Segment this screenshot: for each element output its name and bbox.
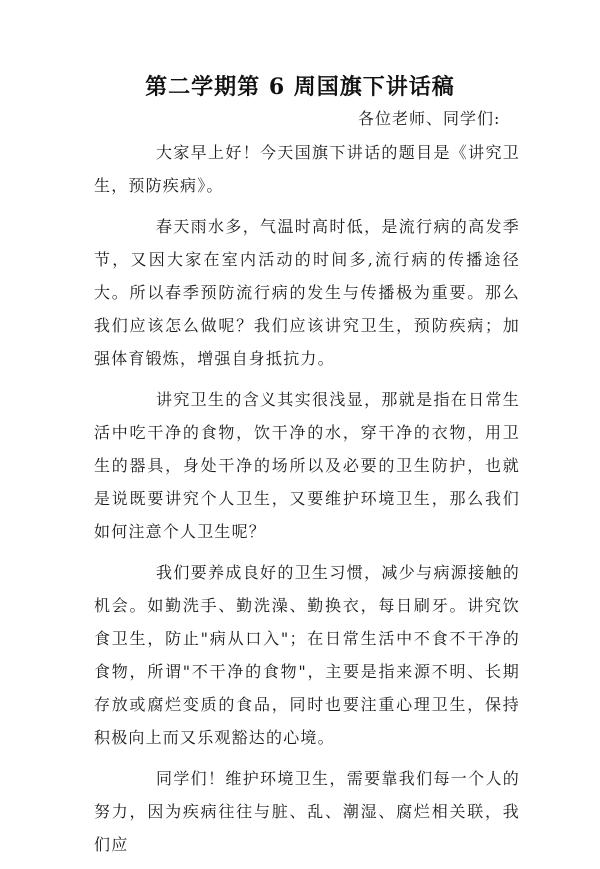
paragraph: 讲究卫生的含义其实很浅显，那就是指在日常生活中吃干净的食物，饮干净的水，穿干净的衣物，用卫生的器具，身处干净的场所以及必要的卫生防护，也就是说既要讲究个人卫生，又要维护环境卫生，那么我们如何注意个人卫生呢？ (94, 390, 520, 541)
paragraph: 我们要养成良好的卫生习惯，减少与病源接触的机会。如勤洗手、勤洗澡、勤换衣，每日刷牙。讲究饮食卫生，防止"病从口入"；在日常生活中不食不干净的食物，所谓"不干净的食物"，主要是指来源不明、长期存放或腐烂变质的食品，同时也要注重心理卫生，保持积极向上而又乐观豁达的心境。 (94, 563, 520, 747)
paragraph: 大家早上好！今天国旗下讲话的题目是《讲究卫生，预防疾病》。 (94, 143, 520, 195)
paragraph: 同学们！维护环境卫生，需要靠我们每一个人的努力，因为疾病往往与脏、乱、潮湿、腐烂相关联，我们应 (94, 769, 520, 854)
paragraph: 春天雨水多，气温时高时低，是流行病的高发季节，又因大家在室内活动的时间多,流行病的传播途径大。所以春季预防流行病的发生与传播极为重要。那么我们应该怎么做呢？我们应该讲究卫生，预防疾病；加强体育锻炼，增强自身抵抗力。 (94, 217, 520, 368)
document-body (94, 136, 520, 869)
salutation: 各位老师、同学们: (358, 109, 501, 128)
document-title: 第二学期第 6 周国旗下讲话稿 (145, 74, 455, 100)
